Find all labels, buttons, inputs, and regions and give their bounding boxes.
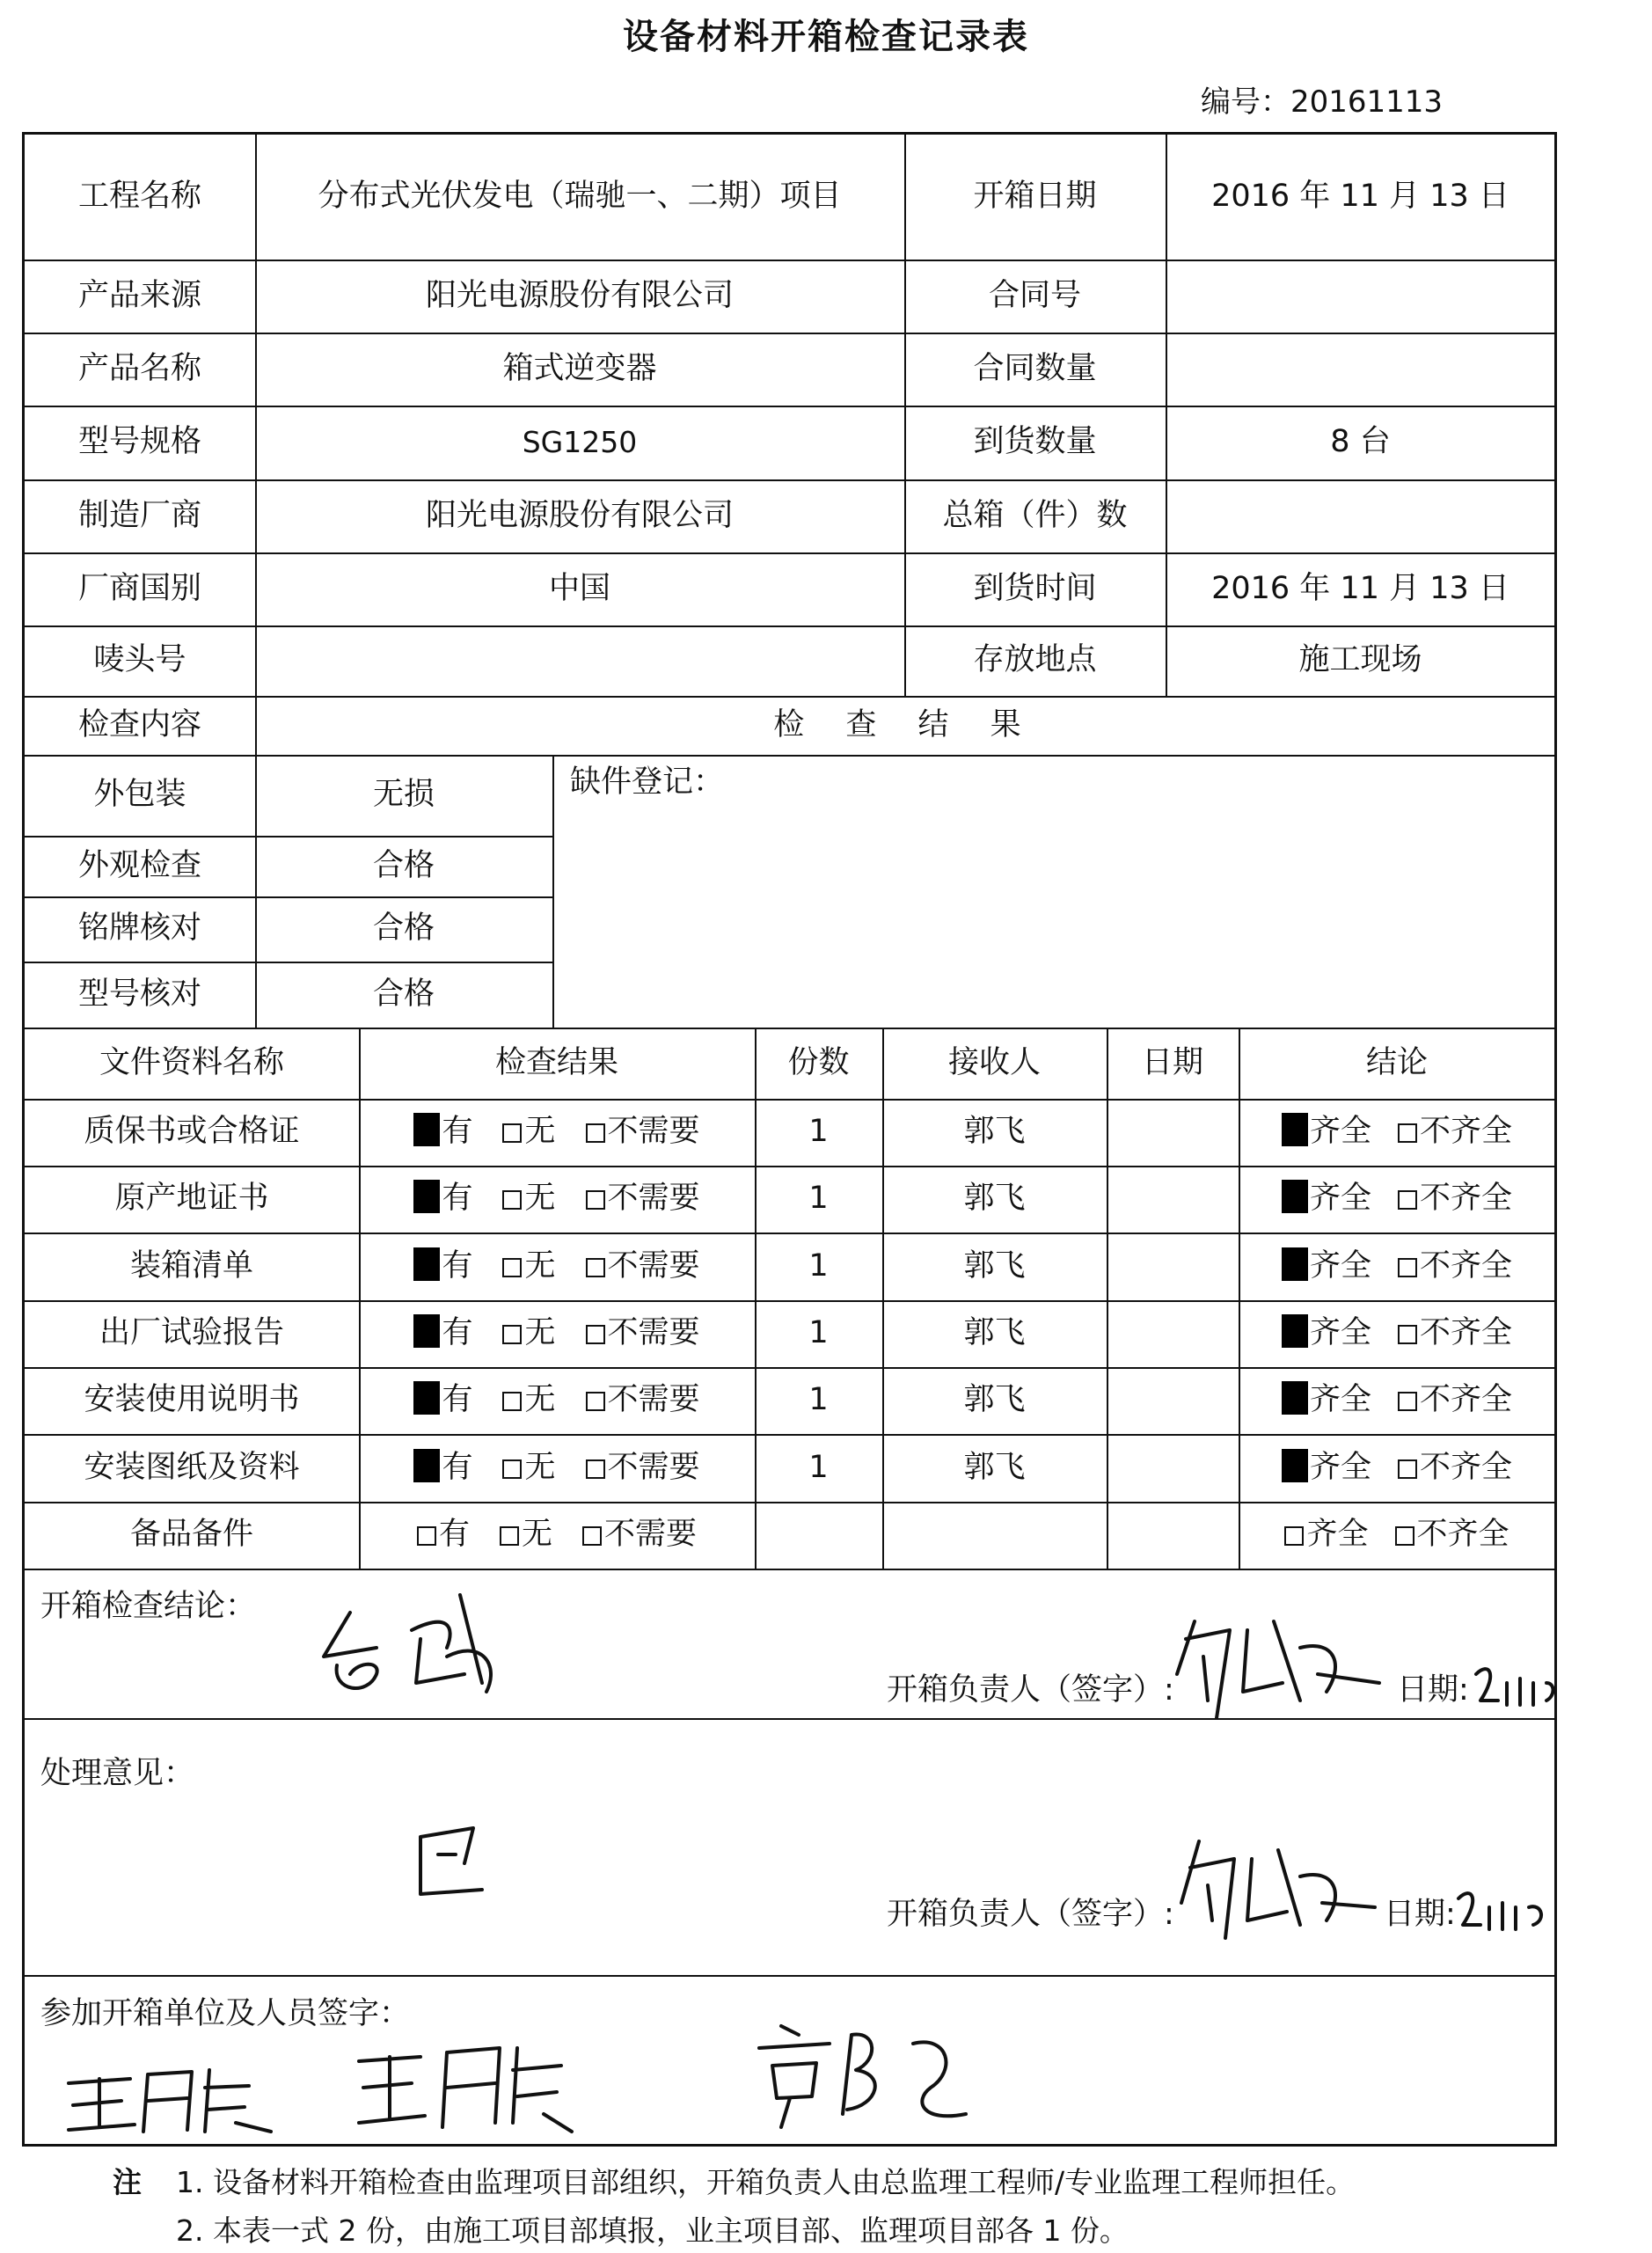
conclusion-option-label: 不齐全 bbox=[1420, 1449, 1513, 1485]
doc-check-options bbox=[359, 1099, 755, 1166]
conclusion-label: 开箱检查结论： bbox=[40, 1589, 257, 1624]
doc-copies: 1 bbox=[808, 1449, 829, 1485]
check-option[interactable] bbox=[413, 1314, 472, 1353]
doc-name: 质保书或合格证 bbox=[84, 1114, 300, 1150]
open-date-label: 开箱日期 bbox=[973, 179, 1097, 215]
checkbox-icon[interactable] bbox=[586, 1258, 605, 1277]
inspection-item-value: 合格 bbox=[372, 911, 435, 947]
doc-conclusion-options bbox=[1239, 1502, 1555, 1569]
checked-box-icon[interactable] bbox=[1282, 1247, 1308, 1281]
open-date-value: 2016 年 11 月 13 日 bbox=[1211, 179, 1509, 215]
checkbox-icon[interactable] bbox=[582, 1526, 602, 1546]
checkbox-icon[interactable] bbox=[502, 1459, 522, 1479]
doc-conclusion-options bbox=[1239, 1300, 1555, 1367]
doc-copies: 1 bbox=[808, 1247, 829, 1284]
check-option[interactable] bbox=[500, 1516, 552, 1554]
handwritten-conclusion bbox=[315, 1577, 517, 1709]
conclusion-option[interactable] bbox=[1395, 1516, 1509, 1554]
doc-check-options bbox=[359, 1434, 755, 1502]
checked-box-icon[interactable] bbox=[413, 1449, 440, 1482]
arrival-time-value: 2016 年 11 月 13 日 bbox=[1211, 570, 1509, 606]
doc-date bbox=[1107, 1502, 1239, 1569]
conclusion-option-label: 齐全 bbox=[1309, 1315, 1371, 1351]
inspection-item-label: 外包装 bbox=[93, 777, 186, 813]
storage-value: 施工现场 bbox=[1298, 642, 1422, 678]
mark-value bbox=[255, 625, 904, 696]
doc-name: 安装图纸及资料 bbox=[84, 1449, 300, 1485]
checked-box-icon[interactable] bbox=[1282, 1314, 1308, 1348]
conclusion-option[interactable] bbox=[1282, 1180, 1371, 1218]
docs-header-name: 文件资料名称 bbox=[99, 1044, 284, 1080]
conclusion-option-label: 齐全 bbox=[1309, 1247, 1371, 1284]
model-value: SG1250 bbox=[522, 425, 638, 460]
conclusion-option-label: 不齐全 bbox=[1416, 1517, 1509, 1553]
check-option[interactable] bbox=[502, 1180, 555, 1218]
conclusion-option-label: 齐全 bbox=[1309, 1449, 1371, 1485]
doc-copies: 1 bbox=[808, 1382, 829, 1418]
doc-check-options bbox=[359, 1300, 755, 1367]
doc-check-options bbox=[359, 1166, 755, 1233]
doc-date bbox=[1107, 1099, 1239, 1166]
doc-name: 原产地证书 bbox=[114, 1181, 269, 1217]
inspection-item-label: 型号核对 bbox=[77, 976, 201, 1012]
storage-label: 存放地点 bbox=[973, 642, 1097, 678]
participant-signature bbox=[341, 2035, 579, 2140]
inspection-result-label: 检 查 结 果 bbox=[773, 706, 1037, 742]
conclusion-option[interactable] bbox=[1398, 1180, 1512, 1218]
conclusion-option[interactable] bbox=[1282, 1449, 1371, 1488]
form-title: 设备材料开箱检查记录表 bbox=[623, 17, 1029, 57]
doc-receiver: 郭飞 bbox=[963, 1382, 1026, 1418]
check-option[interactable] bbox=[586, 1247, 700, 1286]
conclusion-date-label: 日期: bbox=[1397, 1672, 1469, 1708]
checkbox-icon[interactable] bbox=[502, 1258, 522, 1277]
check-option-label: 不需要 bbox=[607, 1247, 700, 1284]
conclusion-option[interactable] bbox=[1284, 1516, 1368, 1554]
check-option[interactable] bbox=[502, 1247, 555, 1286]
opinion-signer-label: 开箱负责人（签字）: bbox=[887, 1897, 1174, 1932]
conclusion-option[interactable] bbox=[1398, 1449, 1512, 1488]
product-name-label: 产品名称 bbox=[77, 350, 201, 386]
doc-receiver: 郭飞 bbox=[963, 1315, 1026, 1351]
conclusion-handwritten-date bbox=[1472, 1657, 1560, 1718]
checkbox-icon[interactable] bbox=[1398, 1325, 1417, 1344]
doc-conclusion-options bbox=[1239, 1099, 1555, 1166]
maker-label: 制造厂商 bbox=[77, 497, 201, 533]
doc-date bbox=[1107, 1300, 1239, 1367]
checked-box-icon[interactable] bbox=[413, 1381, 440, 1415]
conclusion-option-label: 齐全 bbox=[1309, 1181, 1371, 1217]
conclusion-option-label: 不齐全 bbox=[1420, 1247, 1513, 1284]
conclusion-option[interactable] bbox=[1398, 1113, 1512, 1152]
check-option-label: 有 bbox=[442, 1449, 473, 1485]
doc-receiver: 郭飞 bbox=[963, 1114, 1026, 1150]
conclusion-option-label: 不齐全 bbox=[1420, 1181, 1513, 1217]
checkbox-icon[interactable] bbox=[502, 1392, 522, 1411]
project-name-value: 分布式光伏发电（瑞驰一、二期）项目 bbox=[318, 179, 842, 215]
total-boxes-value bbox=[1166, 479, 1555, 552]
check-option-label: 有 bbox=[438, 1517, 470, 1553]
conclusion-option-label: 齐全 bbox=[1309, 1114, 1371, 1150]
checkbox-icon[interactable] bbox=[1395, 1526, 1414, 1546]
conclusion-option[interactable] bbox=[1282, 1247, 1371, 1286]
doc-name: 备品备件 bbox=[129, 1517, 253, 1553]
doc-receiver bbox=[882, 1502, 1107, 1569]
checkbox-icon[interactable] bbox=[586, 1325, 605, 1344]
checked-box-icon[interactable] bbox=[1282, 1113, 1308, 1146]
check-option-label: 有 bbox=[442, 1181, 473, 1217]
doc-check-options bbox=[359, 1233, 755, 1300]
checked-box-icon[interactable] bbox=[413, 1180, 440, 1213]
total-boxes-label: 总箱（件）数 bbox=[942, 497, 1128, 533]
conclusion-option[interactable] bbox=[1282, 1314, 1371, 1353]
checkbox-icon[interactable] bbox=[502, 1123, 522, 1143]
document-number: 编号：20161113 bbox=[1201, 84, 1444, 120]
checkbox-icon[interactable] bbox=[417, 1526, 436, 1546]
docs-header-date: 日期 bbox=[1141, 1044, 1203, 1080]
doc-copies: 1 bbox=[808, 1114, 829, 1150]
doc-date bbox=[1107, 1367, 1239, 1434]
checked-box-icon[interactable] bbox=[413, 1314, 440, 1348]
checkbox-icon[interactable] bbox=[586, 1459, 605, 1479]
checked-box-icon[interactable] bbox=[1282, 1180, 1308, 1213]
check-option-label: 有 bbox=[442, 1315, 473, 1351]
check-option-label: 不需要 bbox=[607, 1449, 700, 1485]
contract-no-label: 合同号 bbox=[988, 277, 1081, 313]
checkbox-icon[interactable] bbox=[1284, 1526, 1304, 1546]
mark-label: 唛头号 bbox=[93, 642, 186, 678]
checked-box-icon[interactable] bbox=[413, 1247, 440, 1281]
model-label: 型号规格 bbox=[77, 424, 201, 460]
conclusion-signature bbox=[1168, 1595, 1397, 1727]
checked-box-icon[interactable] bbox=[1282, 1449, 1308, 1482]
check-option[interactable] bbox=[586, 1381, 700, 1420]
check-option[interactable] bbox=[502, 1314, 555, 1353]
doc-receiver: 郭飞 bbox=[963, 1247, 1026, 1284]
handwritten-opinion bbox=[403, 1810, 500, 1907]
doc-receiver: 郭飞 bbox=[963, 1449, 1026, 1485]
doc-check-options bbox=[359, 1367, 755, 1434]
checkbox-icon[interactable] bbox=[502, 1190, 522, 1210]
checked-box-icon[interactable] bbox=[413, 1113, 440, 1146]
contract-no-value bbox=[1166, 260, 1555, 333]
check-option[interactable] bbox=[586, 1180, 700, 1218]
source-label: 产品来源 bbox=[77, 277, 201, 313]
checkbox-icon[interactable] bbox=[1398, 1258, 1417, 1277]
check-option-label: 无 bbox=[524, 1181, 556, 1217]
arrival-time-label: 到货时间 bbox=[973, 570, 1097, 606]
doc-name: 安装使用说明书 bbox=[84, 1382, 300, 1418]
arrival-qty-value: 8 台 bbox=[1330, 424, 1391, 460]
product-name-value: 箱式逆变器 bbox=[502, 350, 657, 386]
doc-date bbox=[1107, 1166, 1239, 1233]
checked-box-icon[interactable] bbox=[1282, 1381, 1308, 1415]
check-option[interactable] bbox=[582, 1516, 697, 1554]
check-option-label: 无 bbox=[524, 1114, 556, 1150]
check-option-label: 有 bbox=[442, 1382, 473, 1418]
check-option-label: 不需要 bbox=[607, 1382, 700, 1418]
missing-parts-label: 缺件登记： bbox=[570, 764, 725, 800]
check-option[interactable] bbox=[586, 1449, 700, 1488]
inspection-item-label: 铭牌核对 bbox=[77, 911, 201, 947]
doc-copies: 1 bbox=[808, 1181, 829, 1217]
check-option-label: 无 bbox=[524, 1247, 556, 1284]
doc-name: 出厂试验报告 bbox=[99, 1315, 284, 1351]
conclusion-option-label: 不齐全 bbox=[1420, 1114, 1513, 1150]
opinion-date-label: 日期: bbox=[1384, 1897, 1456, 1932]
participant-signature bbox=[60, 2061, 280, 2140]
project-name-label: 工程名称 bbox=[77, 179, 201, 215]
inspection-item-value: 无损 bbox=[372, 777, 435, 813]
check-option-label: 不需要 bbox=[607, 1114, 700, 1150]
inspection-content-label: 检查内容 bbox=[77, 706, 201, 742]
check-option[interactable] bbox=[417, 1516, 470, 1554]
check-option[interactable] bbox=[586, 1113, 700, 1152]
check-option[interactable] bbox=[413, 1113, 472, 1152]
conclusion-option[interactable] bbox=[1282, 1381, 1371, 1420]
docs-header-copies: 份数 bbox=[787, 1044, 850, 1080]
doc-conclusion-options bbox=[1239, 1166, 1555, 1233]
notes-prefix: 注 bbox=[113, 2165, 142, 2199]
opinion-label: 处理意见： bbox=[40, 1756, 195, 1791]
check-option[interactable] bbox=[586, 1314, 700, 1353]
conclusion-option-label: 不齐全 bbox=[1420, 1315, 1513, 1351]
check-option-label: 不需要 bbox=[604, 1517, 698, 1553]
arrival-qty-label: 到货数量 bbox=[973, 424, 1097, 460]
conclusion-signer-label: 开箱负责人（签字）: bbox=[887, 1672, 1174, 1708]
form-frame bbox=[22, 132, 1557, 2147]
doc-name: 装箱清单 bbox=[129, 1247, 253, 1284]
doc-date bbox=[1107, 1233, 1239, 1300]
check-option[interactable] bbox=[413, 1247, 472, 1286]
conclusion-option-label: 齐全 bbox=[1306, 1517, 1369, 1553]
note-item: 2. 本表一式 2 份，由施工项目部填报，业主项目部、监理项目部各 1 份。 bbox=[176, 2213, 1129, 2248]
checkbox-icon[interactable] bbox=[1398, 1459, 1417, 1479]
check-option[interactable] bbox=[502, 1113, 555, 1152]
docs-header-conclusion: 结论 bbox=[1365, 1044, 1428, 1080]
opinion-handwritten-date bbox=[1454, 1881, 1555, 1942]
checkbox-icon[interactable] bbox=[586, 1190, 605, 1210]
check-option-label: 无 bbox=[524, 1382, 556, 1418]
doc-copies bbox=[755, 1502, 882, 1569]
conclusion-option-label: 齐全 bbox=[1309, 1382, 1371, 1418]
check-option-label: 无 bbox=[521, 1517, 552, 1553]
conclusion-option[interactable] bbox=[1398, 1247, 1512, 1286]
doc-copies: 1 bbox=[808, 1315, 829, 1351]
contract-qty-label: 合同数量 bbox=[973, 350, 1097, 386]
check-option[interactable] bbox=[413, 1449, 472, 1488]
checkbox-icon[interactable] bbox=[1398, 1123, 1417, 1143]
doc-date bbox=[1107, 1434, 1239, 1502]
check-option-label: 有 bbox=[442, 1114, 473, 1150]
doc-conclusion-options bbox=[1239, 1434, 1555, 1502]
doc-conclusion-options bbox=[1239, 1367, 1555, 1434]
source-value: 阳光电源股份有限公司 bbox=[425, 277, 734, 313]
check-option[interactable] bbox=[502, 1449, 555, 1488]
check-option-label: 不需要 bbox=[607, 1315, 700, 1351]
country-label: 厂商国别 bbox=[77, 570, 201, 606]
doc-conclusion-options bbox=[1239, 1233, 1555, 1300]
maker-value: 阳光电源股份有限公司 bbox=[425, 497, 734, 533]
check-option[interactable] bbox=[413, 1180, 472, 1218]
checkbox-icon[interactable] bbox=[586, 1123, 605, 1143]
conclusion-option[interactable] bbox=[1282, 1113, 1371, 1152]
inspection-item-value: 合格 bbox=[372, 847, 435, 883]
check-option[interactable] bbox=[502, 1381, 555, 1420]
conclusion-option[interactable] bbox=[1398, 1381, 1512, 1420]
check-option-label: 无 bbox=[524, 1315, 556, 1351]
note-item: 1. 设备材料开箱检查由监理项目部组织，开箱负责人由总监理工程师/专业监理工程师担任。 bbox=[176, 2165, 1356, 2199]
check-option-label: 不需要 bbox=[607, 1181, 700, 1217]
conclusion-option[interactable] bbox=[1398, 1314, 1512, 1353]
check-option-label: 无 bbox=[524, 1449, 556, 1485]
checkbox-icon[interactable] bbox=[586, 1392, 605, 1411]
country-value: 中国 bbox=[548, 570, 610, 606]
conclusion-option-label: 不齐全 bbox=[1420, 1382, 1513, 1418]
inspection-item-value: 合格 bbox=[372, 976, 435, 1012]
checkbox-icon[interactable] bbox=[1398, 1392, 1417, 1411]
checkbox-icon[interactable] bbox=[500, 1526, 519, 1546]
participant-signature bbox=[746, 2017, 975, 2132]
inspection-item-label: 外观检查 bbox=[77, 847, 201, 883]
docs-header-receiver: 接收人 bbox=[947, 1044, 1041, 1080]
check-option[interactable] bbox=[413, 1381, 472, 1420]
participants-label: 参加开箱单位及人员签字： bbox=[40, 1996, 411, 2031]
check-option-label: 有 bbox=[442, 1247, 473, 1284]
contract-qty-value bbox=[1166, 333, 1555, 406]
checkbox-icon[interactable] bbox=[1398, 1190, 1417, 1210]
opinion-signature bbox=[1173, 1824, 1384, 1947]
doc-receiver: 郭飞 bbox=[963, 1181, 1026, 1217]
doc-check-options bbox=[359, 1502, 755, 1569]
checkbox-icon[interactable] bbox=[502, 1325, 522, 1344]
docs-header-check: 检查结果 bbox=[494, 1044, 618, 1080]
